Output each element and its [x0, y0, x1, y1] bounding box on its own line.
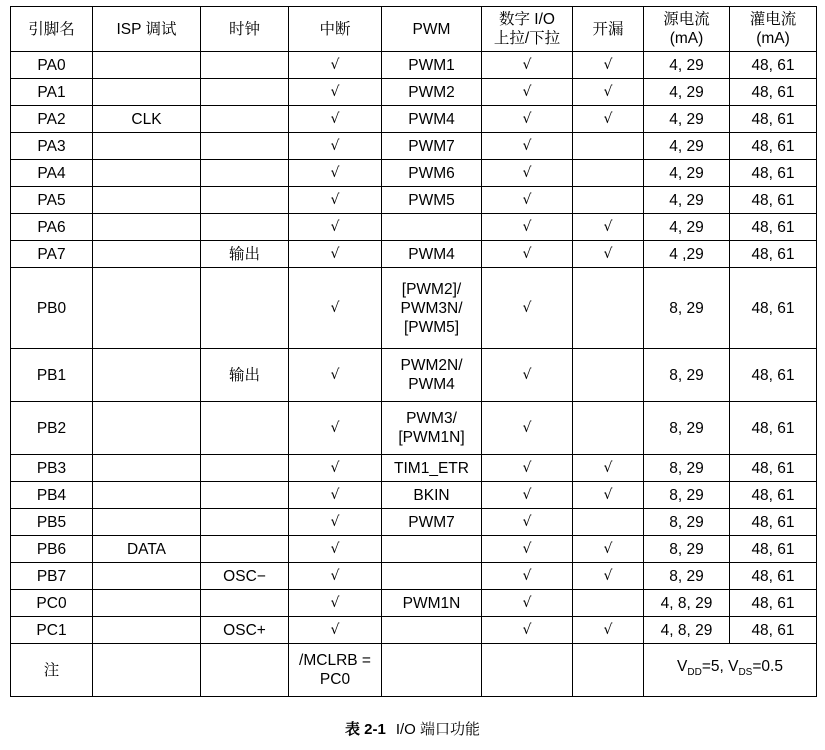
header-open-drain: 开漏: [573, 7, 644, 52]
cell-sink-current: 48, 61: [730, 349, 817, 402]
cell-isp: [93, 590, 201, 617]
cell-clock: [201, 160, 289, 187]
cell-pwm: [382, 214, 482, 241]
cell-source-current: 8, 29: [644, 455, 730, 482]
note-io-cell: [482, 644, 573, 697]
table-row: [11, 52, 817, 79]
cell-clock: [201, 52, 289, 79]
cell-pin: PA6: [11, 214, 93, 241]
cell-sink-current: 48, 61: [730, 617, 817, 644]
table-caption: [0, 718, 825, 739]
header-row: [11, 7, 817, 52]
caption-text: I/O 端口功能: [395, 721, 481, 738]
cell-clock: 输出: [201, 241, 289, 268]
cell-isp: [93, 268, 201, 349]
table-row: [11, 402, 817, 455]
cell-digital-io: √: [482, 160, 573, 187]
cell-interrupt: √: [289, 509, 382, 536]
cell-sink-current: 48, 61: [730, 52, 817, 79]
table-row: [11, 617, 817, 644]
header-interrupt: 中断: [289, 7, 382, 52]
note-od-cell: [573, 644, 644, 697]
header-sink-current: 灌电流 (mA): [730, 7, 817, 52]
cell-open-drain: √: [573, 563, 644, 590]
cell-clock: [201, 590, 289, 617]
header-clock: 时钟: [201, 7, 289, 52]
cell-source-current: 4, 29: [644, 52, 730, 79]
cell-isp: [93, 133, 201, 160]
cell-isp: [93, 402, 201, 455]
cell-digital-io: √: [482, 402, 573, 455]
cell-digital-io: √: [482, 482, 573, 509]
note-label: 注: [11, 644, 93, 697]
cell-interrupt: √: [289, 482, 382, 509]
cell-isp: [93, 455, 201, 482]
cell-source-current: 8, 29: [644, 268, 730, 349]
cell-interrupt: √: [289, 455, 382, 482]
cell-pwm: [PWM2]/ PWM3N/ [PWM5]: [382, 268, 482, 349]
cell-sink-current: 48, 61: [730, 455, 817, 482]
cell-pin: PA3: [11, 133, 93, 160]
table-row: [11, 563, 817, 590]
table-row: [11, 349, 817, 402]
cell-source-current: 4, 29: [644, 214, 730, 241]
cell-isp: DATA: [93, 536, 201, 563]
cell-open-drain: √: [573, 482, 644, 509]
cell-pin: PA2: [11, 106, 93, 133]
cell-digital-io: √: [482, 590, 573, 617]
cell-isp: [93, 187, 201, 214]
cell-source-current: 4, 29: [644, 133, 730, 160]
cell-pwm: PWM2N/ PWM4: [382, 349, 482, 402]
cell-open-drain: [573, 509, 644, 536]
cell-pin: PB2: [11, 402, 93, 455]
cell-clock: OSC−: [201, 563, 289, 590]
cell-open-drain: √: [573, 536, 644, 563]
cell-interrupt: √: [289, 187, 382, 214]
cell-sink-current: 48, 61: [730, 536, 817, 563]
cell-digital-io: √: [482, 79, 573, 106]
cell-pwm: BKIN: [382, 482, 482, 509]
header-pin: 引脚名: [11, 7, 93, 52]
cell-pin: PC0: [11, 590, 93, 617]
cell-sink-current: 48, 61: [730, 241, 817, 268]
cell-clock: [201, 133, 289, 160]
cell-open-drain: √: [573, 106, 644, 133]
io-port-table: [10, 6, 817, 697]
cell-source-current: 4, 29: [644, 160, 730, 187]
table-row: [11, 268, 817, 349]
cell-interrupt: √: [289, 52, 382, 79]
header-isp: ISP 调试: [93, 7, 201, 52]
cell-interrupt: √: [289, 536, 382, 563]
note-pwm-cell: [382, 644, 482, 697]
header-pwm: PWM: [382, 7, 482, 52]
cell-interrupt: √: [289, 106, 382, 133]
cell-source-current: 8, 29: [644, 536, 730, 563]
table-row: [11, 106, 817, 133]
cell-pin: PA7: [11, 241, 93, 268]
table-row: [11, 590, 817, 617]
cell-isp: [93, 349, 201, 402]
cell-open-drain: [573, 133, 644, 160]
header-digital-io: 数字 I/O 上拉/下拉: [482, 7, 573, 52]
cell-source-current: 4 ,29: [644, 241, 730, 268]
table-row: [11, 509, 817, 536]
cell-isp: [93, 214, 201, 241]
cell-interrupt: √: [289, 268, 382, 349]
cell-clock: [201, 214, 289, 241]
cell-clock: 输出: [201, 349, 289, 402]
cell-digital-io: √: [482, 241, 573, 268]
cell-digital-io: √: [482, 133, 573, 160]
cell-sink-current: 48, 61: [730, 160, 817, 187]
cell-source-current: 8, 29: [644, 509, 730, 536]
cell-sink-current: 48, 61: [730, 563, 817, 590]
cell-digital-io: √: [482, 214, 573, 241]
cell-pwm: [382, 536, 482, 563]
cell-source-current: 8, 29: [644, 482, 730, 509]
cell-isp: [93, 617, 201, 644]
cell-isp: [93, 160, 201, 187]
cell-open-drain: [573, 160, 644, 187]
cell-open-drain: √: [573, 52, 644, 79]
cell-interrupt: √: [289, 402, 382, 455]
cell-digital-io: √: [482, 617, 573, 644]
cell-clock: [201, 536, 289, 563]
cell-source-current: 8, 29: [644, 563, 730, 590]
cell-interrupt: √: [289, 617, 382, 644]
cell-open-drain: [573, 349, 644, 402]
cell-interrupt: √: [289, 241, 382, 268]
cell-pin: PB1: [11, 349, 93, 402]
cell-interrupt: √: [289, 563, 382, 590]
table-row: [11, 160, 817, 187]
cell-source-current: 4, 8, 29: [644, 617, 730, 644]
cell-sink-current: 48, 61: [730, 268, 817, 349]
cell-open-drain: √: [573, 214, 644, 241]
cell-pwm: PWM1N: [382, 590, 482, 617]
cell-pwm: TIM1_ETR: [382, 455, 482, 482]
cell-pin: PB0: [11, 268, 93, 349]
cell-digital-io: √: [482, 52, 573, 79]
caption-label: 表 2-1: [344, 721, 386, 738]
cell-open-drain: [573, 268, 644, 349]
cell-source-current: 8, 29: [644, 402, 730, 455]
cell-sink-current: 48, 61: [730, 187, 817, 214]
note-interrupt: /MCLRB = PC0: [289, 644, 382, 697]
cell-isp: [93, 563, 201, 590]
cell-digital-io: √: [482, 563, 573, 590]
cell-clock: [201, 268, 289, 349]
cell-interrupt: √: [289, 79, 382, 106]
cell-sink-current: 48, 61: [730, 402, 817, 455]
cell-digital-io: √: [482, 455, 573, 482]
cell-pwm: PWM6: [382, 160, 482, 187]
table-row: [11, 536, 817, 563]
cell-pin: PB6: [11, 536, 93, 563]
cell-interrupt: √: [289, 214, 382, 241]
cell-open-drain: √: [573, 617, 644, 644]
cell-pin: PA1: [11, 79, 93, 106]
cell-isp: [93, 241, 201, 268]
cell-sink-current: 48, 61: [730, 79, 817, 106]
cell-pin: PA5: [11, 187, 93, 214]
table-row: [11, 482, 817, 509]
cell-sink-current: 48, 61: [730, 482, 817, 509]
cell-pin: PC1: [11, 617, 93, 644]
cell-interrupt: √: [289, 133, 382, 160]
cell-digital-io: √: [482, 268, 573, 349]
cell-pwm: PWM4: [382, 241, 482, 268]
cell-pin: PA0: [11, 52, 93, 79]
cell-open-drain: [573, 187, 644, 214]
cell-sink-current: 48, 61: [730, 509, 817, 536]
cell-interrupt: √: [289, 349, 382, 402]
table-row: [11, 133, 817, 160]
cell-source-current: 4, 29: [644, 187, 730, 214]
cell-clock: [201, 106, 289, 133]
cell-open-drain: [573, 590, 644, 617]
cell-sink-current: 48, 61: [730, 106, 817, 133]
cell-source-current: 4, 29: [644, 106, 730, 133]
table-row: [11, 214, 817, 241]
cell-pwm: PWM4: [382, 106, 482, 133]
cell-clock: [201, 79, 289, 106]
table-row: [11, 187, 817, 214]
cell-pin: PB4: [11, 482, 93, 509]
cell-pwm: [382, 617, 482, 644]
cell-pin: PB5: [11, 509, 93, 536]
cell-source-current: 4, 8, 29: [644, 590, 730, 617]
cell-pwm: [382, 563, 482, 590]
header-source-current: 源电流 (mA): [644, 7, 730, 52]
cell-clock: [201, 187, 289, 214]
cell-source-current: 4, 29: [644, 79, 730, 106]
cell-interrupt: √: [289, 590, 382, 617]
cell-open-drain: √: [573, 455, 644, 482]
note-voltage: $V_{DD}=5$, $V_{DS}=0.5$: [644, 644, 817, 697]
cell-pwm: PWM5: [382, 187, 482, 214]
cell-digital-io: √: [482, 106, 573, 133]
cell-isp: [93, 509, 201, 536]
cell-interrupt: √: [289, 160, 382, 187]
cell-sink-current: 48, 61: [730, 590, 817, 617]
cell-digital-io: √: [482, 509, 573, 536]
cell-sink-current: 48, 61: [730, 133, 817, 160]
cell-pwm: PWM7: [382, 509, 482, 536]
table-row: [11, 455, 817, 482]
cell-open-drain: [573, 402, 644, 455]
cell-digital-io: √: [482, 349, 573, 402]
cell-isp: [93, 79, 201, 106]
cell-clock: [201, 455, 289, 482]
table-row: [11, 241, 817, 268]
cell-clock: [201, 509, 289, 536]
cell-isp: CLK: [93, 106, 201, 133]
note-isp-cell: [93, 644, 201, 697]
cell-digital-io: √: [482, 536, 573, 563]
cell-isp: [93, 482, 201, 509]
cell-open-drain: √: [573, 79, 644, 106]
cell-digital-io: √: [482, 187, 573, 214]
cell-pwm: PWM3/ [PWM1N]: [382, 402, 482, 455]
cell-open-drain: √: [573, 241, 644, 268]
cell-clock: [201, 482, 289, 509]
cell-pin: PB3: [11, 455, 93, 482]
note-row: [11, 644, 817, 697]
cell-pin: PA4: [11, 160, 93, 187]
cell-sink-current: 48, 61: [730, 214, 817, 241]
cell-pwm: PWM2: [382, 79, 482, 106]
table-row: [11, 79, 817, 106]
note-clock-cell: [201, 644, 289, 697]
cell-source-current: 8, 29: [644, 349, 730, 402]
cell-pin: PB7: [11, 563, 93, 590]
cell-clock: OSC+: [201, 617, 289, 644]
cell-isp: [93, 52, 201, 79]
cell-pwm: PWM1: [382, 52, 482, 79]
cell-clock: [201, 402, 289, 455]
cell-pwm: PWM7: [382, 133, 482, 160]
